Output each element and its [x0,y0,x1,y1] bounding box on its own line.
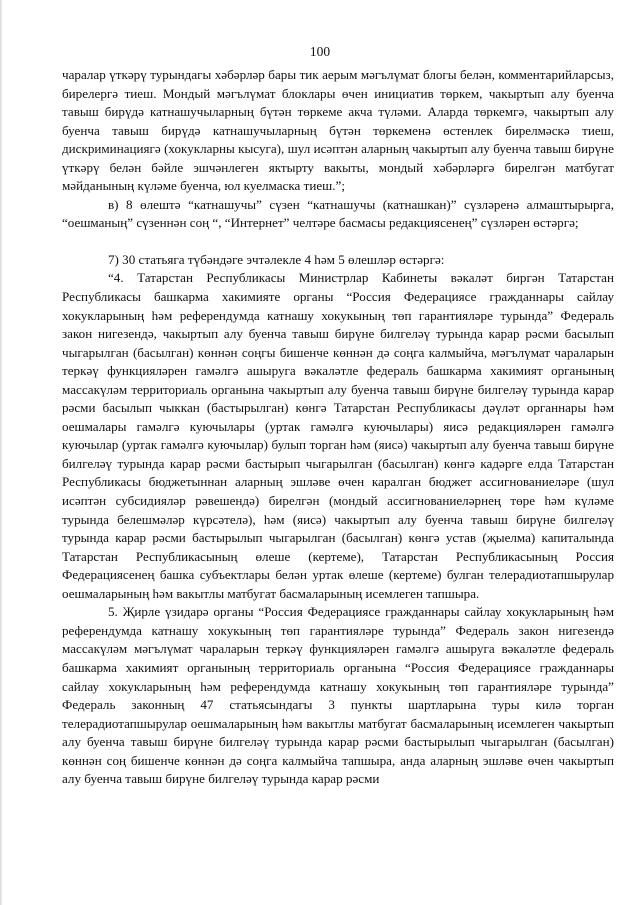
page-number: 100 [309,44,331,59]
paragraph-item-7: 7) 30 статьяга түбәндәге эчтәлекле 4 һәм 5 өлешләр өстәргә: [108,251,445,267]
document-body [62,66,614,789]
paragraph-part-4: “4. Татарстан Республикасы Министрлар Кабинеты вәкаләт биргән Татарстан Республикасы башкарма хакимияте органы “Россия Федерациясе гражданнары сайлау хокукларының һәм референдумда катнашу хокукының төп гарантияләре турында” Федераль закон нигезендә, чакыртып алу буенча тавыш бирүне билгеләү турында карар рәсми басылып чыгарылган (басылган) көннән соңгы бишенче көннән дә соңга калмыйча, мәгълүмат чараларын теркәү функцияләрен гамәлгә ашыруга вәкаләтле федераль башкарма хакимият органының массакүләм территориаль органына чакыртып алу буенча тавыш бирүне билгеләү турында карар рәсми басылып чыккан (бастырылган) көнгә Татарстан Республикасы дәүләт органнары һәм оешмалары гамәлгә куючылары (уртак гамәлгә куючылары) яисә редакцияләрен гамәлгә куючылар (уртак гамәлгә куючылар) булып торган һәм (яисә) чакыртып алу буенча тавыш бирүне билгеләү турында карар рәсми бастырып чыгарылган (басылган) көнгә кадәрге елда Татарстан Республикасы бюджетыннан аларның эшләве өчен каралган бюджет ассигнованиеләре (шул исәптән субсидияләр рәвешендә) бирелгән (мондый ассигнованиеләрнең төре һәм күләме турында белешмәләр күрсәтелә), һәм (яисә) чакыртып алу буенча тавыш бирүне билгеләү турында карар рәсми бастырылып чыгарылган (басылган) көнгә устав (җыелма) капиталында Татарстан Республикасының өлеше (кертеме), Татарстан Республикасының Россия Федерациясенең башка субъектлары белән уртак өлеше (кертеме) булган телерадиотапшырулар оешмаларының һәм вакытлы матбугат басмаларының исемлеген тапшыра. [62,270,614,601]
paragraph-part-5: 5. Җирле үзидарә органы “Россия Федерациясе гражданнары сайлау хокукларының һәм референдумда катнашу хокукының төп гарантияләре турында” Федераль закон нигезендә массакүләм мәгълүмат чараларын теркәү функцияләрен гамәлгә ашыруга вәкаләтле федераль башкарма хакимият органының территориаль органына “Россия Федерациясе гражданнары сайлау хокукларының һәм референдумда катнашу хокукының төп гарантияләре турында” Федераль законның 47 статьясындагы 3 пункты шартларына туры килә торган телерадиотапшырулар оешмаларының һәм вакытлы матбугат басмаларының исемлеген чакыртып алу буенча тавыш бирүне билгеләү турында карар рәсми бастырылып чыгарылган (басылган) көннән соң бишенче көннән дә соңга калмыйча тапшыра, анда аларның эшләве өчен чакыртып алу буенча тавыш бирүне билгеләү турында карар рәсми [62,604,614,787]
paragraph-item-v: в) 8 өлештә “катнашучы” сүзен “катнашучы (катнашкан)” сүзләренә алмаштырырга, “оешманың” сүзеннән соң “, “Интернет” челтәре басмасы редакциясенең” сүзләрен өстәргә; [62,196,614,231]
page-edge-shadow [0,0,3,905]
paragraph-continuation: чаралар үткәрү турындагы хәбәрләр бары тик аерым мәгълүмат блогы белән, комментарийларсыз, бирелергә тиеш. Мондый мәгълүмат блоклары өчен инициатив төркем, чакыртып алу буенча тавыш бирүдә катнашучыларның бүтән төркеме акча түләми. Аларда төркемгә, чакыртып алу буенча тавыш бирүдә катнашучыларның бүтән төркеменә өстенлек бирелмәскә тиеш, дискриминациягә (хокукларны кысуга), шул исәптән аларның чакыртып алу буенча тавыш бирүне үткәрү белән бәйле эшчәнлеген яктырту вакыты, мондый хәбәрләргә бирелгән матбугат мәйданының күләме буенча, юл куелмаска тиеш.”; [62,67,614,194]
